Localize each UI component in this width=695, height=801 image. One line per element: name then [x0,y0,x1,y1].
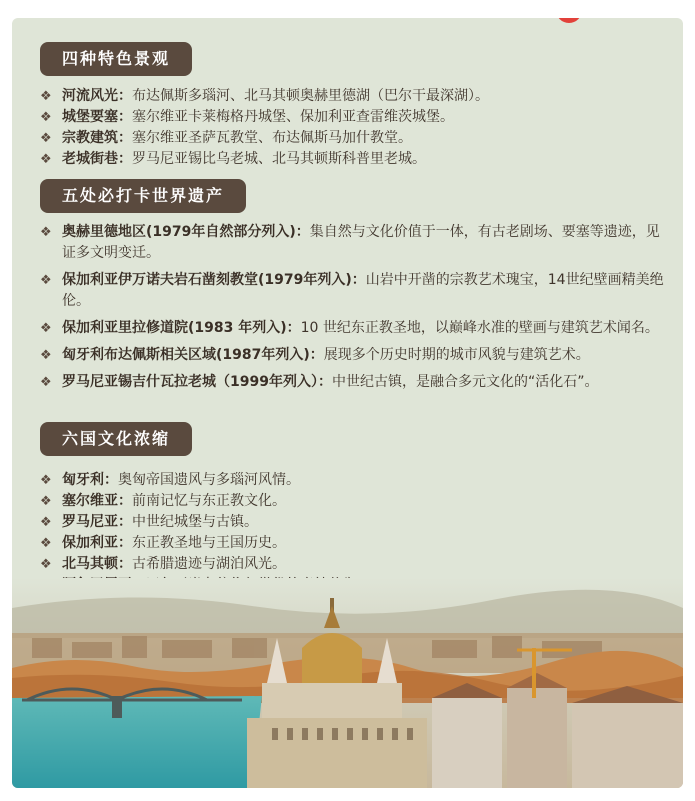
landscape-list [40,86,669,170]
diamond-bullet-icon: ❖ [40,473,52,488]
section-title-six-cultures: 六国文化浓缩 [40,422,192,456]
diamond-bullet-icon: ❖ [40,89,52,104]
list-item: ❖ 老城街巷：罗马尼亚锡比乌老城、北马其顿斯科普里老城。 [40,149,669,170]
content-card [12,18,683,788]
section-title-world-heritage: 五处必打卡世界遗产 [40,179,246,213]
list-item: ❖ 城堡要塞：塞尔维亚卡莱梅格丹城堡、保加利亚查雷维茨城堡。 [40,107,669,128]
diamond-bullet-icon: ❖ [40,557,52,572]
list-item: ❖ 塞尔维亚：前南记忆与东正教文化。 [40,491,669,512]
list-item: ❖ 保加利亚里拉修道院(1983 年列入)：10 世纪东正教圣地，以巅峰水准的壁画与建筑艺术闻名。 [40,318,669,339]
diamond-bullet-icon: ❖ [40,225,52,240]
list-item: ❖ 保加利亚伊万诺夫岩石凿刻教堂(1979年列入)：山岩中开凿的宗教艺术瑰宝，14世纪壁画精美绝伦。 [40,272,664,309]
diamond-bullet-icon: ❖ [40,110,52,125]
list-item: ❖ 宗教建筑：塞尔维亚圣萨瓦教堂、布达佩斯马加什教堂。 [40,128,669,149]
diamond-bullet-icon: ❖ [40,321,52,336]
diamond-bullet-icon: ❖ [40,515,52,530]
list-item: ❖ 保加利亚：东正教圣地与王国历史。 [40,533,669,554]
heritage-list [40,222,669,399]
diamond-bullet-icon: ❖ [40,348,52,363]
list-item: ❖ 匈牙利布达佩斯相关区域(1987年列入)：展现多个历史时期的城市风貌与建筑艺术。 [40,345,669,366]
diamond-bullet-icon: ❖ [40,152,52,167]
list-item: ❖ 匈牙利：奥匈帝国遗风与多瑙河风情。 [40,470,669,491]
list-item: ❖ 北马其顿：古希腊遗迹与湖泊风光。 [40,554,669,575]
diamond-bullet-icon: ❖ [40,131,52,146]
diamond-bullet-icon: ❖ [40,536,52,551]
section-title-landscapes: 四种特色景观 [40,42,192,76]
top-accent-shape [556,18,582,23]
list-item: ❖ 罗马尼亚锡吉什瓦拉老城（1999年列入）：中世纪古镇，是融合多元文化的“活化石”。 [40,372,669,393]
list-item: ❖ 奥赫里德地区(1979年自然部分列入)：集自然与文化价值于一体，有古老剧场、要塞等遗迹，见证多文明变迁。 [40,224,660,261]
list-item: ❖ 罗马尼亚：中世纪城堡与古镇。 [40,512,669,533]
diamond-bullet-icon: ❖ [40,273,52,288]
budapest-cityscape-image [12,578,683,788]
diamond-bullet-icon: ❖ [40,494,52,509]
diamond-bullet-icon: ❖ [40,375,52,390]
list-item: ❖ 河流风光：布达佩斯多瑙河、北马其顿奥赫里德湖（巴尔干最深湖）。 [40,86,669,107]
